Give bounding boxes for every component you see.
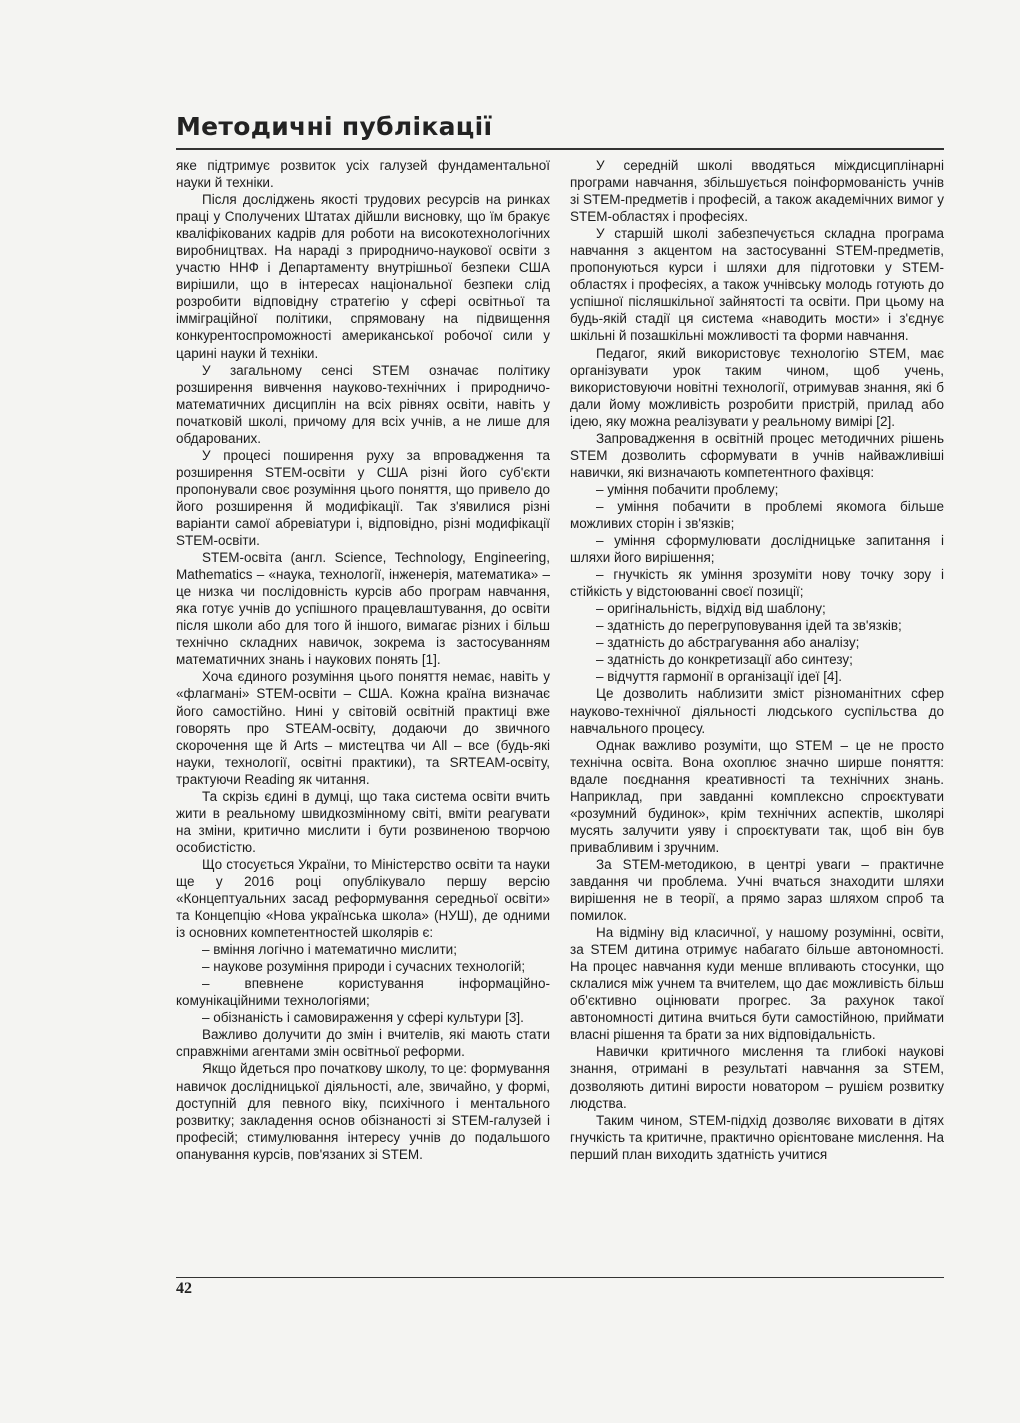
right-column xyxy=(570,157,944,1163)
paragraph: Таким чином, STEM-підхід дозволяє виховати в дітях гнучкість та критичне, практично орієнтоване мислення. На перший план виходить здатність учитися xyxy=(570,1112,944,1162)
paragraph: яке підтримує розвиток усіх галузей фундаментальної науки й техніки. xyxy=(176,158,550,191)
paragraph: Хоча єдиного розуміння цього поняття немає, навіть у «флагмані» STEM-освіти – США. Кожна країна визначає його самостійно. Нині у світовій освітній практиці вже говорять про STEAM-освіту, додаючи до звичного скорочення ще й Arts – мистецтва чи All – все (будь-які науки, технології, освітні практики), та SRTEAM-освіту, трактуючи Reading як читання. xyxy=(176,669,550,787)
footer-rule xyxy=(176,1277,944,1278)
list-item: – уміння сформулювати дослідницьке запитання і шляхи його вирішення; xyxy=(570,533,944,566)
paragraph: За STEM-методикою, в центрі уваги – практичне завдання чи проблема. Учні вчаться знаходити шляхи вирішення не в теорії, а прямо зараз шляхом спроб та помилок. xyxy=(570,856,944,924)
paragraph: Що стосується України, то Міністерство освіти та науки ще у 2016 році опублікувало першу версію «Концептуальних засад реформування середньої освіти» та Концепцію «Нова українська школа» (НУШ), де одними із основних компетентностей школярів є: xyxy=(176,856,550,941)
list-item: – відчуття гармонії в організації ідеї [4]. xyxy=(596,669,843,685)
list-item: – здатність до абстрагування або аналізу; xyxy=(596,635,860,651)
left-column xyxy=(176,157,550,1163)
header-rule xyxy=(176,148,944,150)
paragraph: У старшій школі забезпечується складна програма навчання з акцентом на застосуванні STEM-предметів, пропонуються курси і шляхи для підготовки у STEM-областях і професіях, а також учнівську молодь готують до успішної післяшкільної зайнятості та освіти. При цьому на будь-якій стадії ця система «наводить мости» і з'єднує шкільні й позашкільні можливості та форми навчання. xyxy=(570,226,944,344)
paragraph: Запровадження в освітній процес методичних рішень STEM дозволить сформувати в учнів найважливіші навички, які визначають компетентного фахівця: xyxy=(570,430,944,480)
paragraph: У загальному сенсі STEM означає політику розширення вивчення науково-технічних і природничо-математичних дисциплін на всіх рівнях освіти, навіть у початковій школі, причому для всіх учнів, а не лише для обдарованих. xyxy=(176,362,550,446)
paragraph: У середній школі вводяться міждисциплінарні програми навчання, збільшується поінформованість учнів зі STEM-предметів і професій, а також академічних вимог у STEM-областях і професіях. xyxy=(570,158,944,225)
paragraph: Якщо йдеться про початкову школу, то це: формування навичок дослідницької діяльності, але, звичайно, у формі, доступній для певного віку, психічного і ментального розвитку; закладення основ обізнаності зі STEM-галузей і професій; стимулювання інтересу учнів до подальшого опанування курсів, пов'язаних зі STEM. xyxy=(176,1061,550,1162)
list-item: – гнучкість як уміння зрозуміти нову точку зору і стійкість у відстоюванні своєї позиції; xyxy=(570,567,944,600)
paragraph: На відміну від класичної, у нашому розумінні, освіти, за STEM дитина отримує набагато більше автономності. На процес навчання куди менше впливають стосунки, що склалися між учнем та вчителем, що дає можливість більш об'єктивно оцінювати прогрес. За рахунок такої автономності дитина вчиться бути самостійною, приймати власні рішення та брати за них відповідальність. xyxy=(570,925,944,1043)
list-item: – уміння побачити в проблемі якомога більше можливих сторін і зв'язків; xyxy=(570,498,944,531)
list-item: – впевнене користування інформаційно-комунікаційними технологіями; xyxy=(176,976,550,1009)
list-item: – здатність до перегруповування ідей та зв'язків; xyxy=(596,618,902,634)
page-number: 42 xyxy=(176,1280,192,1297)
paragraph: Важливо долучити до змін і вчителів, які мають стати справжніми агентами змін освітньої реформи. xyxy=(176,1027,550,1060)
section-title: Методичні публікації xyxy=(176,112,493,141)
list-item: – здатність до конкретизації або синтезу; xyxy=(596,652,853,668)
paragraph: STEM-освіта (англ. Science, Technology, Engineering, Mathematics – «наука, технології, інженерія, математика» – це низка чи послідовність курсів або програм навчання, яка готує учнів до успішного працевлаштування, до освіти після школи або для того й іншого, вимагає різних і більш технічно складних навичок, зокрема із застосуванням математичних знань і наукових понять [1]. xyxy=(176,550,550,668)
paragraph: Це дозволить наблизити зміст різноманітних сфер науково-технічної діяльності людського суспільства до навчального процесу. xyxy=(570,686,944,736)
paragraph: Та скрізь єдині в думці, що така система освіти вчить жити в реальному швидкозмінному світі, вміти реагувати на зміни, критично мислити і бути розвиненою творчою особистістю. xyxy=(176,788,550,855)
paragraph: Однак важливо розуміти, що STEM – це не просто технічна освіта. Вона охоплює значно ширше поняття: вдале поєднання креативності та технічних знань. Наприклад, при завданні комплексно спроєктувати «розумний будинок», крім технічних аспектів, школярі мусять залучити уяву і спроєктувати так, щоб він був привабливим і зручним. xyxy=(570,737,944,855)
paragraph: Після досліджень якості трудових ресурсів на ринках праці у Сполучених Штатах дійшли висновку, що їм бракує кваліфікованих кадрів для роботи на високотехнологічних виробництвах. На нараді з природничо-наукової освіти з участю ННФ і Департаменту внутрішньої безпеки США вирішили, що в інтересах національної безпеки слід розробити відповідну стратегію у сфері освітньої та імміграційної політики, спрямовану на підвищення конкурентоспроможності американської робочої сили у царині науки й техніки. xyxy=(176,192,550,361)
list-item: – обізнаність і самовираження у сфері культури [3]. xyxy=(202,1010,524,1026)
list-item: – уміння побачити проблему; xyxy=(596,481,779,497)
list-item: – наукове розуміння природи і сучасних технологій; xyxy=(202,959,526,975)
list-item: – оригінальність, відхід від шаблону; xyxy=(596,601,826,617)
list-item: – вміння логічно і математично мислити; xyxy=(202,942,457,958)
paragraph: У процесі поширення руху за впровадження та розширення STEM-освіти у США різні його суб'єкти пропонували своє розуміння цього поняття, що привело до його розширення й модифікації. Так з'явилися різні варіанти самої абревіатури і, відповідно, різні модифікації STEM-освіти. xyxy=(176,447,550,549)
paragraph: Педагог, який використовує технологію STEM, має організувати урок таким чином, щоб учень, використовуючи новітні технології, отримував знання, які б дали йому можливість розробити пристрій, прилад або ідею, яку можна реалізувати у реальному вимірі [2]. xyxy=(570,345,944,429)
paragraph: Навички критичного мислення та глибокі наукові знання, отримані в результаті навчання за STEM, дозволяють дитині вирости новатором – рушієм розвитку людства. xyxy=(570,1044,944,1111)
